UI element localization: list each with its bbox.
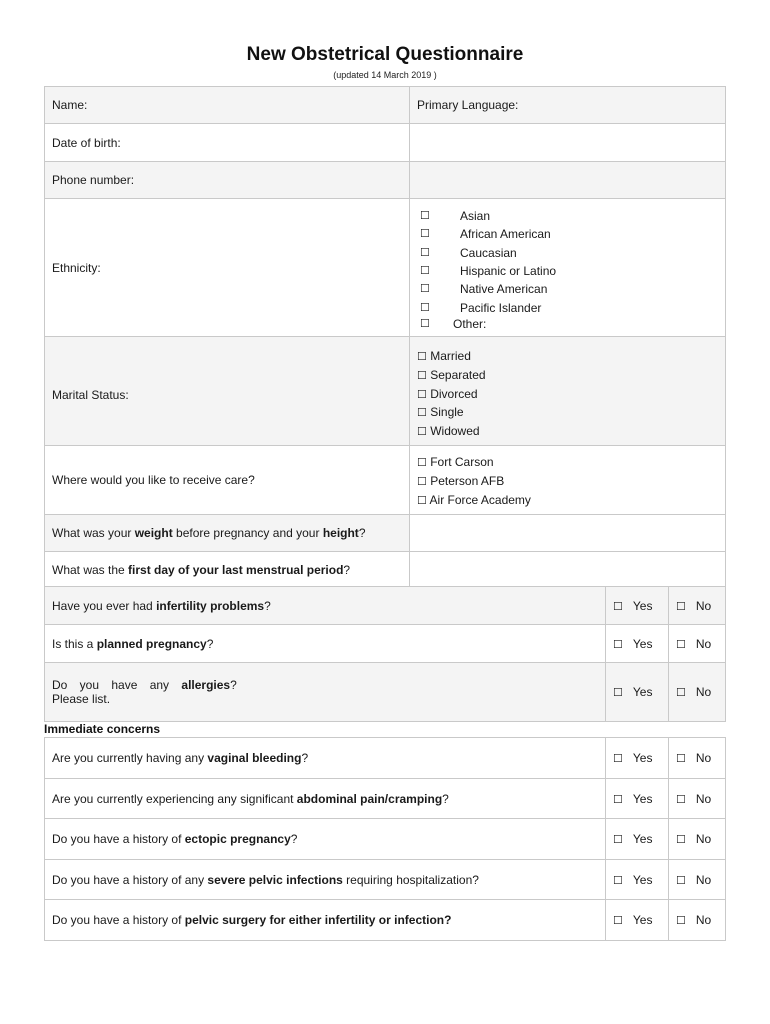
phone-field[interactable] [410,162,726,199]
question-emphasis: pelvic surgery for either infertility or infection? [184,913,452,927]
ethnicity-option[interactable] [417,280,718,298]
checkbox-icon[interactable]: ☐ [417,369,427,382]
marital-option[interactable] [417,385,718,404]
no-label: No [695,598,712,613]
checkbox-icon[interactable]: ☐ [417,351,427,364]
care-option[interactable] [417,472,718,491]
yes-option[interactable] [606,779,669,819]
checkbox-icon[interactable]: ☐ [613,834,623,846]
question-text: ? [230,678,237,692]
checkbox-icon[interactable]: ☐ [417,457,427,470]
question-subtext: Please list. [52,692,111,706]
no-option[interactable] [669,860,726,900]
checkbox-icon[interactable]: ☐ [420,210,430,223]
no-option[interactable] [669,900,726,941]
page-title: New Obstetrical Questionnaire [246,44,524,65]
care-option-label: Peterson AFB [430,474,505,489]
question-text: Is this a [52,636,97,651]
planned-pregnancy-question [45,625,606,663]
checkbox-icon[interactable]: ☐ [420,301,430,314]
yes-label: Yes [632,751,653,765]
pelvic-infection-question [45,860,606,900]
demographics-table [44,86,726,589]
question-text: Are you currently experiencing any significant [52,791,297,806]
no-label: No [695,791,712,806]
checkbox-icon[interactable]: ☐ [420,265,430,277]
checkbox-icon[interactable]: ☐ [676,793,686,806]
question-text: What was the [52,563,129,577]
ectopic-pregnancy-question [45,819,606,860]
no-label: No [695,872,712,887]
checkbox-icon[interactable]: ☐ [613,687,623,699]
question-emphasis: weight [134,526,173,540]
question-text: Do you have a history of [52,832,185,846]
question-text: What was your [52,526,135,540]
care-option[interactable] [417,491,718,510]
marital-option-label: Separated [430,367,486,382]
checkbox-icon[interactable]: ☐ [420,228,430,241]
no-option[interactable] [669,587,726,625]
checkbox-icon[interactable]: ☐ [613,753,623,765]
checkbox-icon[interactable]: ☐ [676,687,686,699]
checkbox-icon[interactable]: ☐ [420,317,430,330]
care-location-options [410,446,726,515]
marital-status-options [410,337,726,446]
yes-label: Yes [632,685,653,699]
no-label: No [695,751,712,765]
yes-option[interactable] [606,587,669,625]
checkbox-icon[interactable]: ☐ [420,283,430,296]
no-option[interactable] [669,738,726,779]
no-label: No [695,636,712,651]
no-option[interactable] [669,819,726,860]
checkbox-icon[interactable]: ☐ [417,388,427,401]
ethnicity-option-label: Caucasian [460,245,517,260]
checkbox-icon[interactable]: ☐ [417,494,427,507]
lmp-field[interactable] [410,552,726,589]
yes-label: Yes [632,598,653,613]
yes-option[interactable] [606,738,669,779]
checkbox-icon[interactable]: ☐ [676,915,686,927]
question-emphasis: vaginal bleeding [207,751,302,765]
care-location-label: Where would you like to receive care? [45,446,410,515]
yes-label: Yes [632,791,653,806]
checkbox-icon[interactable]: ☐ [420,246,430,259]
marital-option-label: Divorced [430,386,478,401]
ethnicity-option[interactable] [417,299,718,315]
checkbox-icon[interactable]: ☐ [613,600,623,613]
question-emphasis: planned pregnancy [96,636,207,651]
question-text: before pregnancy and your [172,526,323,540]
checkbox-icon[interactable]: ☐ [676,753,686,765]
ethnicity-option-other[interactable] [417,315,718,333]
question-text: Are you currently having any [52,751,208,765]
no-option[interactable] [669,779,726,819]
question-text: Have you ever had [52,598,157,613]
yes-label: Yes [632,872,653,887]
yes-label: Yes [632,636,653,651]
question-text: requiring hospitalization? [342,872,479,887]
ethnicity-option-label: Other: [453,316,487,331]
marital-option-label: Married [430,349,471,364]
question-emphasis: allergies [181,678,231,692]
question-text: ? [442,791,449,806]
marital-status-label: Marital Status: [45,337,410,446]
ethnicity-option-label: Pacific Islander [460,300,542,315]
ethnicity-option-label: Asian [460,209,491,224]
checkbox-icon[interactable]: ☐ [676,874,686,887]
question-text: Do you have a history of [52,913,185,927]
question-emphasis: first day of your last menstrual period [128,563,344,577]
question-text: ? [290,832,298,846]
yes-label: Yes [632,913,653,927]
dob-label: Date of birth: [45,124,410,162]
ethnicity-option[interactable] [417,244,718,262]
name-label: Name: [45,87,410,124]
immediate-concerns-heading: Immediate concerns [44,722,161,736]
checkbox-icon[interactable]: ☐ [417,407,427,420]
phone-label: Phone number: [45,162,410,199]
ethnicity-option[interactable] [417,207,718,225]
yes-label: Yes [632,832,653,846]
marital-option[interactable] [417,422,718,441]
question-text: ? [343,563,351,577]
ethnicity-option-label: Hispanic or Latino [460,264,557,278]
checkbox-icon[interactable]: ☐ [676,834,686,846]
no-option[interactable] [669,625,726,663]
question-emphasis: ectopic pregnancy [184,832,291,846]
ethnicity-option-label: African American [460,227,551,242]
lmp-question [45,552,410,589]
checkbox-icon[interactable]: ☐ [613,874,623,887]
ethnicity-option-label: Native American [460,282,548,297]
no-label: No [695,832,712,846]
yes-option[interactable] [606,860,669,900]
question-emphasis: infertility problems [156,598,265,613]
marital-option[interactable] [417,403,718,422]
page-subtitle: (updated 14 March 2019 ) [333,70,437,80]
ethnicity-label: Ethnicity: [45,199,410,337]
vaginal-bleeding-question [45,738,606,779]
yes-option[interactable] [606,625,669,663]
history-table [44,586,726,722]
question-emphasis: height [322,526,359,540]
checkbox-icon[interactable]: ☐ [676,638,686,651]
weight-height-question [45,515,410,552]
concerns-table [44,737,726,941]
no-option[interactable] [669,663,726,722]
no-label: No [695,913,712,927]
question-text: ? [358,526,366,540]
care-option[interactable] [417,453,718,472]
weight-height-field[interactable] [410,515,726,552]
ethnicity-option[interactable] [417,262,718,280]
checkbox-icon[interactable]: ☐ [417,476,427,489]
care-option-label: Air Force Academy [429,492,531,507]
primary-language-label[interactable]: Primary Language: [410,87,726,124]
pelvic-surgery-question [45,900,606,941]
checkbox-icon[interactable]: ☐ [676,600,686,613]
dob-field[interactable] [410,124,726,162]
question-text: ? [301,751,309,765]
checkbox-icon[interactable]: ☐ [613,793,623,806]
abdominal-pain-question [45,779,606,819]
no-label: No [695,685,712,699]
question-text: ? [264,598,271,613]
checkbox-icon[interactable]: ☐ [417,426,427,439]
marital-option[interactable] [417,347,718,366]
yes-option[interactable] [606,819,669,860]
infertility-question [45,587,606,625]
marital-option[interactable] [417,366,718,385]
checkbox-icon[interactable]: ☐ [613,915,623,927]
yes-option[interactable] [606,663,669,722]
yes-option[interactable] [606,900,669,941]
ethnicity-options [410,199,726,337]
question-text: Do you have any [52,678,182,692]
question-emphasis: abdominal pain/cramping [296,791,443,806]
ethnicity-option[interactable] [417,225,718,243]
question-text: Do you have a history of any [52,872,208,887]
care-option-label: Fort Carson [430,455,494,470]
marital-option-label: Widowed [430,424,480,439]
allergies-question [45,663,606,722]
question-emphasis: severe pelvic infections [207,872,343,887]
question-text: ? [206,636,214,651]
marital-option-label: Single [430,405,464,420]
checkbox-icon[interactable]: ☐ [613,638,623,651]
